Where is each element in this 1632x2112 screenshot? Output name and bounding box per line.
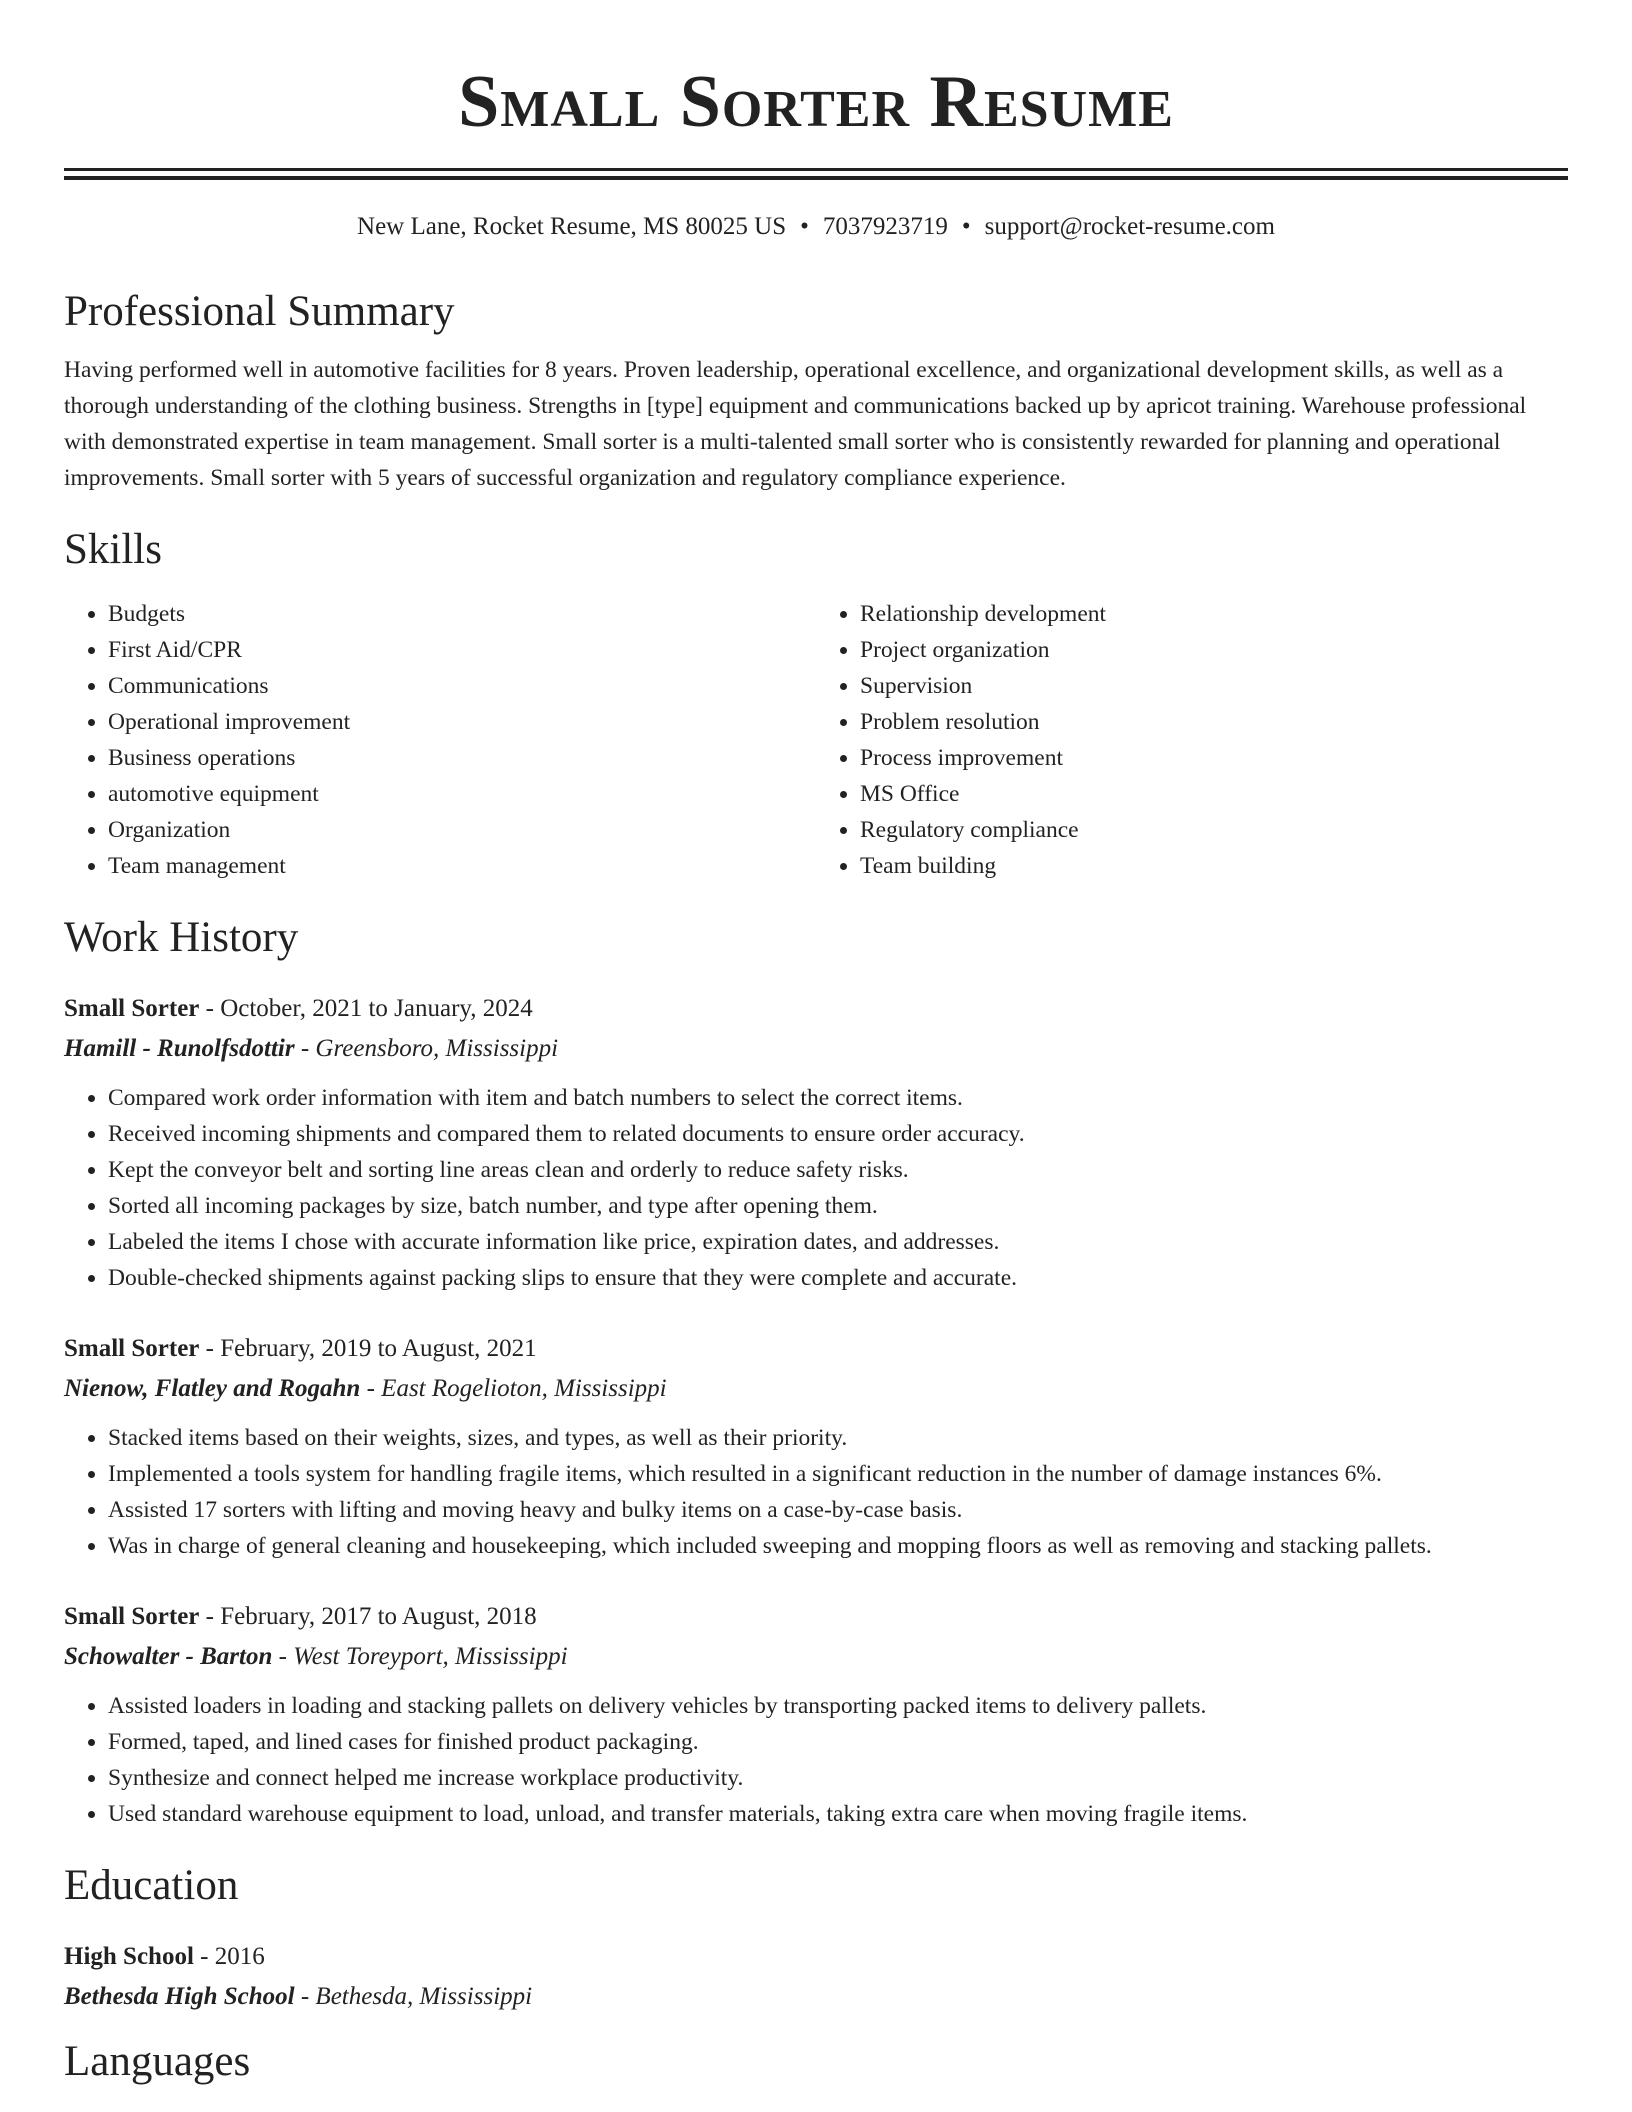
job-bullet: • Was in charge of general cleaning and housekeeping, which included sweeping and mopping floors as well as removing and stacking pallets. — [108, 1528, 1568, 1564]
job-role: Small Sorter — [64, 995, 200, 1022]
skill-item: • Organization — [108, 812, 816, 848]
job-location: - West Toreyport, Mississippi — [272, 1643, 568, 1670]
contact-phone: 7037923719 — [822, 213, 948, 240]
skills-grid — [64, 596, 1568, 884]
job-company-line — [64, 1638, 1568, 1676]
job-company: Nienow, Flatley and Rogahn — [64, 1375, 361, 1402]
skill-item: • Communications — [108, 668, 816, 704]
skill-item: • Problem resolution — [860, 704, 1568, 740]
job-title-line — [64, 990, 1568, 1028]
job-bullet: • Sorted all incoming packages by size, batch number, and type after opening them. — [108, 1188, 1568, 1224]
skill-item: • Relationship development — [860, 596, 1568, 632]
skills-heading: Skills — [64, 526, 162, 573]
job-title-line — [64, 1330, 1568, 1368]
education-location: - Bethesda, Mississippi — [294, 1983, 533, 2010]
job-company: Schowalter - Barton — [64, 1643, 273, 1670]
job-bullet: • Stacked items based on their weights, sizes, and types, as well as their priority. — [108, 1420, 1568, 1456]
education-year: - 2016 — [193, 1943, 265, 1970]
education-heading: Education — [64, 1862, 239, 1909]
job-company-line — [64, 1370, 1568, 1408]
job-bullet: • Labeled the items I chose with accurate information like price, expiration dates, and addresses. — [108, 1224, 1568, 1260]
skill-item: • Team management — [108, 848, 816, 884]
skill-item: • Team building — [860, 848, 1568, 884]
skill-item: • Budgets — [108, 596, 816, 632]
skill-item: • Project organization — [860, 632, 1568, 668]
job-bullet: • Assisted 17 sorters with lifting and moving heavy and bulky items on a case-by-case basis. — [108, 1492, 1568, 1528]
skill-item: • Supervision — [860, 668, 1568, 704]
skill-item: • First Aid/CPR — [108, 632, 816, 668]
job-role: Small Sorter — [64, 1335, 200, 1362]
resume-title: Small Sorter Resume — [458, 61, 1174, 143]
skill-item: • Business operations — [108, 740, 816, 776]
job-bullet: • Synthesize and connect helped me increase workplace productivity. — [108, 1760, 1568, 1796]
job-bullets — [64, 1420, 1568, 1564]
education-school: Bethesda High School — [64, 1983, 295, 2010]
job-role: Small Sorter — [64, 1603, 200, 1630]
job-entry — [64, 990, 1568, 1296]
job-location: - East Rogelioton, Mississippi — [360, 1375, 667, 1402]
job-bullet: • Compared work order information with item and batch numbers to select the correct items. — [108, 1080, 1568, 1116]
work-history-heading: Work History — [64, 914, 299, 961]
job-bullet: • Kept the conveyor belt and sorting line areas clean and orderly to reduce safety risks. — [108, 1152, 1568, 1188]
job-entry — [64, 1598, 1568, 1832]
contact-separator: • — [961, 213, 971, 240]
job-bullet: • Used standard warehouse equipment to load, unload, and transfer materials, taking extra care when moving fragile items. — [108, 1796, 1568, 1832]
job-entry — [64, 1330, 1568, 1564]
education-degree-line — [64, 1938, 1568, 1976]
skill-item: • Operational improvement — [108, 704, 816, 740]
skills-list-right — [816, 596, 1568, 884]
job-company-line — [64, 1030, 1568, 1068]
education-entry — [64, 1938, 1568, 2016]
job-bullet: • Formed, taped, and lined cases for finished product packaging. — [108, 1724, 1568, 1760]
skill-item: • Regulatory compliance — [860, 812, 1568, 848]
job-bullets — [64, 1080, 1568, 1296]
job-bullet: • Implemented a tools system for handling fragile items, which resulted in a significant reduction in the number of damage instances 6%. — [108, 1456, 1568, 1492]
title-divider — [64, 168, 1568, 180]
summary-text: Having performed well in automotive facilities for 8 years. Proven leadership, operational excellence, and organizational development skills, as well as a thorough understanding of the clothing business. Strengths in [type] equipment and communications backed up by apricot training. Warehouse professional with demonstrated expertise in team management. Small sorter is a multi-talented small sorter who is consistently rewarded for planning and operational improvements. Small sorter with 5 years of successful organization and regulatory compliance experience. — [64, 357, 1527, 491]
skill-item: • MS Office — [860, 776, 1568, 812]
job-company: Hamill - Runolfsdottir — [64, 1035, 295, 1062]
job-location: - Greensboro, Mississippi — [294, 1035, 559, 1062]
job-dates: - October, 2021 to January, 2024 — [199, 995, 533, 1022]
summary-heading: Professional Summary — [64, 288, 455, 335]
job-dates: - February, 2019 to August, 2021 — [199, 1335, 537, 1362]
skill-item: • Process improvement — [860, 740, 1568, 776]
job-bullets — [64, 1688, 1568, 1832]
skill-item: • automotive equipment — [108, 776, 816, 812]
job-bullet: • Assisted loaders in loading and stacking pallets on delivery vehicles by transporting packed items to delivery pallets. — [108, 1688, 1568, 1724]
contact-line — [64, 212, 1568, 242]
job-dates: - February, 2017 to August, 2018 — [199, 1603, 537, 1630]
contact-separator: • — [800, 213, 809, 240]
contact-address: New Lane, Rocket Resume, MS 80025 US — [357, 213, 787, 240]
education-degree: High School — [64, 1943, 194, 1970]
job-bullet: • Received incoming shipments and compared them to related documents to ensure order accuracy. — [108, 1116, 1568, 1152]
skills-list-left — [64, 596, 816, 884]
job-title-line — [64, 1598, 1568, 1636]
education-school-line — [64, 1978, 1568, 2016]
job-bullet: • Double-checked shipments against packing slips to ensure that they were complete and accurate. — [108, 1260, 1568, 1296]
contact-email: support@rocket-resume.com — [984, 213, 1275, 240]
languages-heading: Languages — [64, 2038, 251, 2085]
